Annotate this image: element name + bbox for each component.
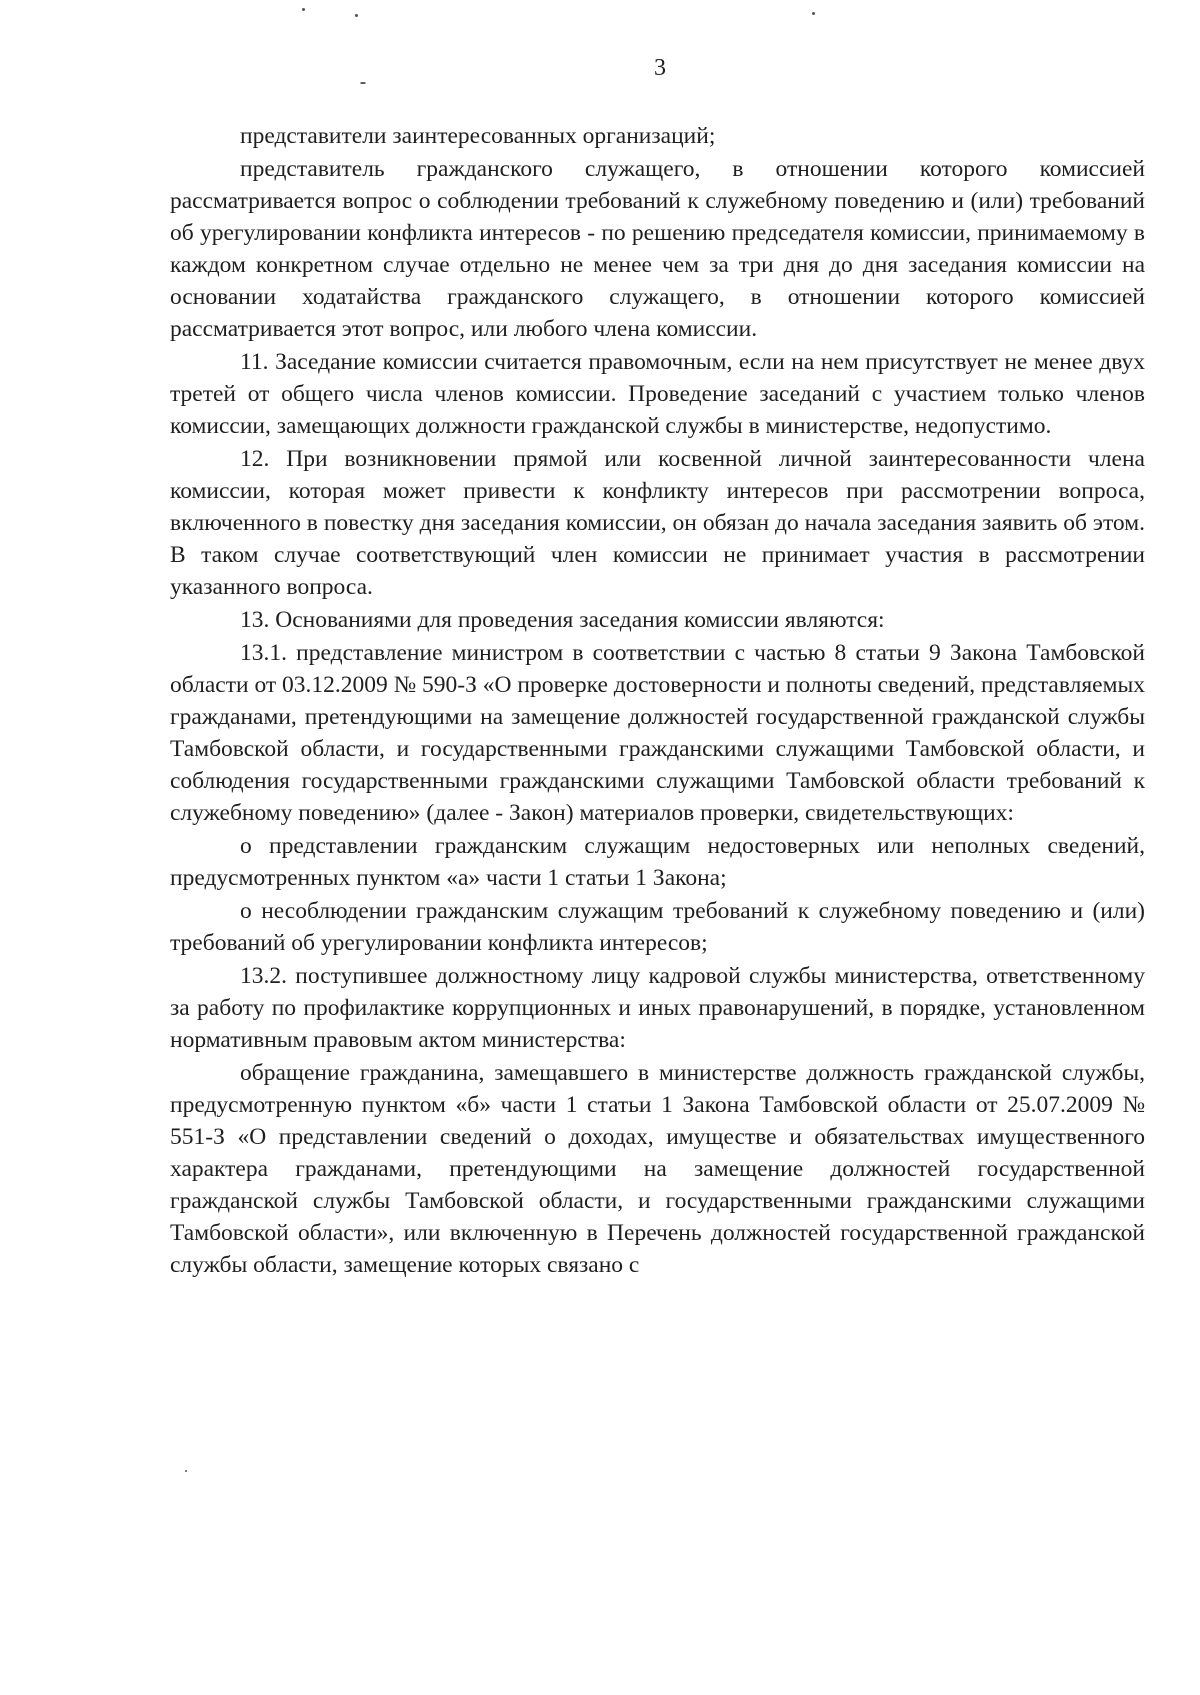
scan-speck xyxy=(185,1470,187,1472)
paragraph-item-13-1: 13.1. представление министром в соответствии с частью 8 статьи 9 Закона Тамбовской области от 03.12.2009 № 590-З «О проверке достоверности и полноты сведений, представляемых гражданами, претендующими на замещение должностей государственной гражданской службы Тамбовской области, и государственными гражданскими служащими Тамбовской области, и соблюдения государственными гражданскими служащими Тамбовской области требований к служебному поведению» (далее - Закон) материалов проверки, свидетельствующих: xyxy=(170,640,1145,826)
paragraph-item-12: 12. При возникновении прямой или косвенной личной заинтересованности члена комиссии, которая может привести к конфликту интересов при рассмотрении вопроса, включенного в повестку дня заседания комиссии, он обязан до начала заседания заявить об этом. В таком случае соответствующий член комиссии не принимает участия в рассмотрении указанного вопроса. xyxy=(170,446,1145,600)
paragraph-item-13: 13. Основаниями для проведения заседания комиссии являются: xyxy=(240,607,885,633)
paragraph-inaccurate-information: о представлении гражданским служащим недостоверных или неполных сведений, предусмотренных пунктом «а» части 1 статьи 1 Закона; xyxy=(170,833,1145,891)
scan-speck xyxy=(355,14,358,17)
paragraph-interested-organizations: представители заинтересованных организаций; xyxy=(240,123,716,149)
scan-speck xyxy=(812,12,815,15)
paragraph-item-11: 11. Заседание комиссии считается правомочным, если на нем присутствует не менее двух третей от общего числа членов комиссии. Проведение заседаний с участием только членов комиссии, замещающих должности гражданской службы в министерстве, недопустимо. xyxy=(170,349,1145,439)
paragraph-non-compliance: о несоблюдении гражданским служащим требований к служебному поведению и (или) требований об урегулировании конфликта интересов; xyxy=(170,898,1145,956)
paragraph-citizen-appeal: обращение гражданина, замещавшего в министерстве должность гражданской службы, предусмотренную пунктом «б» части 1 статьи 1 Закона Тамбовской области от 25.07.2009 № 551-З «О представлении сведений о доходах, имуществе и обязательствах имущественного характера гражданами, претендующими на замещение должностей государственной гражданской службы Тамбовской области, и государственными гражданскими служащими Тамбовской области», или включенную в Перечень должностей государственной гражданской службы области, замещение которых связано с xyxy=(170,1060,1145,1278)
scan-speck xyxy=(360,82,366,84)
scan-speck xyxy=(302,8,305,11)
page-number: 3 xyxy=(654,55,666,81)
paragraph-civil-servant-representative: представитель гражданского служащего, в отношении которого комиссией рассматривается вопрос о соблюдении требований к служебному поведению и (или) требований об урегулировании конфликта интересов - по решению председателя комиссии, принимаемому в каждом конкретном случае отдельно не менее чем за три дня до дня заседания комиссии на основании ходатайства гражданского служащего, в отношении которого комиссией рассматривается этот вопрос, или любого члена комиссии. xyxy=(170,156,1145,342)
document-body xyxy=(170,120,1145,1281)
paragraph-item-13-2: 13.2. поступившее должностному лицу кадровой службы министерства, ответственному за работу по профилактике коррупционных и иных правонарушений, в порядке, установленном нормативным правовым актом министерства: xyxy=(170,963,1145,1053)
